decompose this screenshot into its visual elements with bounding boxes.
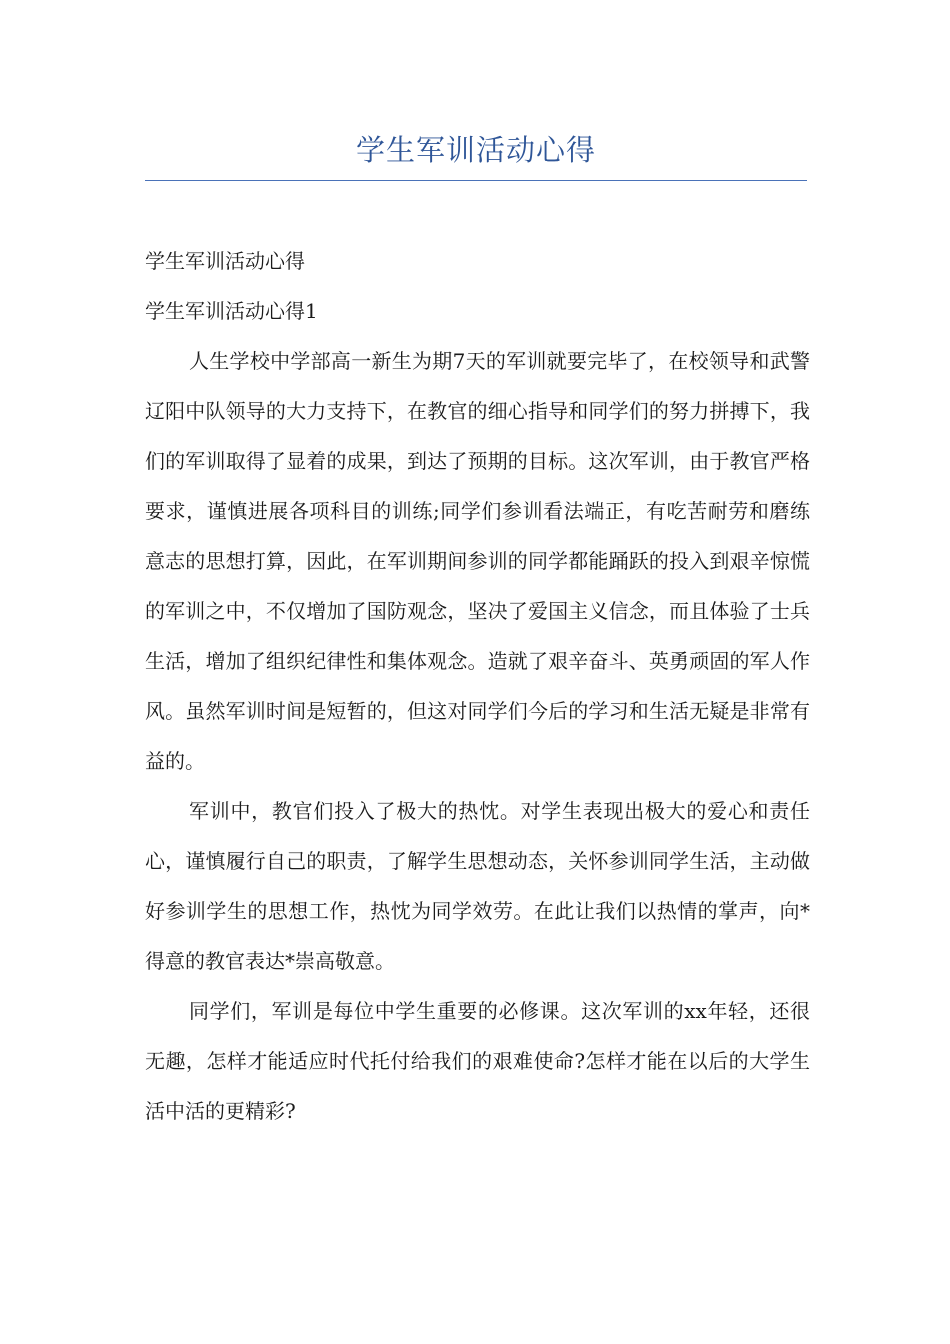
sub-heading: 学生军训活动心得1: [145, 299, 318, 323]
title-divider: [145, 180, 807, 181]
section-heading: 学生军训活动心得: [145, 249, 305, 273]
document-body: [145, 236, 810, 1136]
paragraph-1: 人生学校中学部高一新生为期7天的军训就要完毕了，在校领导和武警辽阳中队领导的大力支持下，在教官的细心指导和同学们的努力拼搏下，我们的军训取得了显着的成果，到达了预期的目标。这次军训，由于教官严格要求，谨慎进展各项科目的训练;同学们参训看法端正，有吃苦耐劳和磨练意志的思想打算，因此，在军训期间参训的同学都能踊跃的投入到艰辛惊慌的军训之中，不仅增加了国防观念，坚决了爱国主义信念，而且体验了士兵生活，增加了组织纪律性和集体观念。造就了艰辛奋斗、英勇顽固的军人作风。虽然军训时间是短暂的，但这对同学们今后的学习和生活无疑是非常有益的。: [145, 349, 810, 773]
paragraph-3: 同学们，军训是每位中学生重要的必修课。这次军训的xx年轻，还很无趣，怎样才能适应时代托付给我们的艰难使命?怎样才能在以后的大学生活中活的更精彩?: [145, 999, 810, 1123]
paragraph-2: 军训中，教官们投入了极大的热忱。对学生表现出极大的爱心和责任心，谨慎履行自己的职责，了解学生思想动态，关怀参训同学生活，主动做好参训学生的思想工作，热忱为同学效劳。在此让我们以热情的掌声，向*得意的教官表达*崇高敬意。: [145, 799, 810, 973]
document-title: 学生军训活动心得: [355, 133, 596, 167]
